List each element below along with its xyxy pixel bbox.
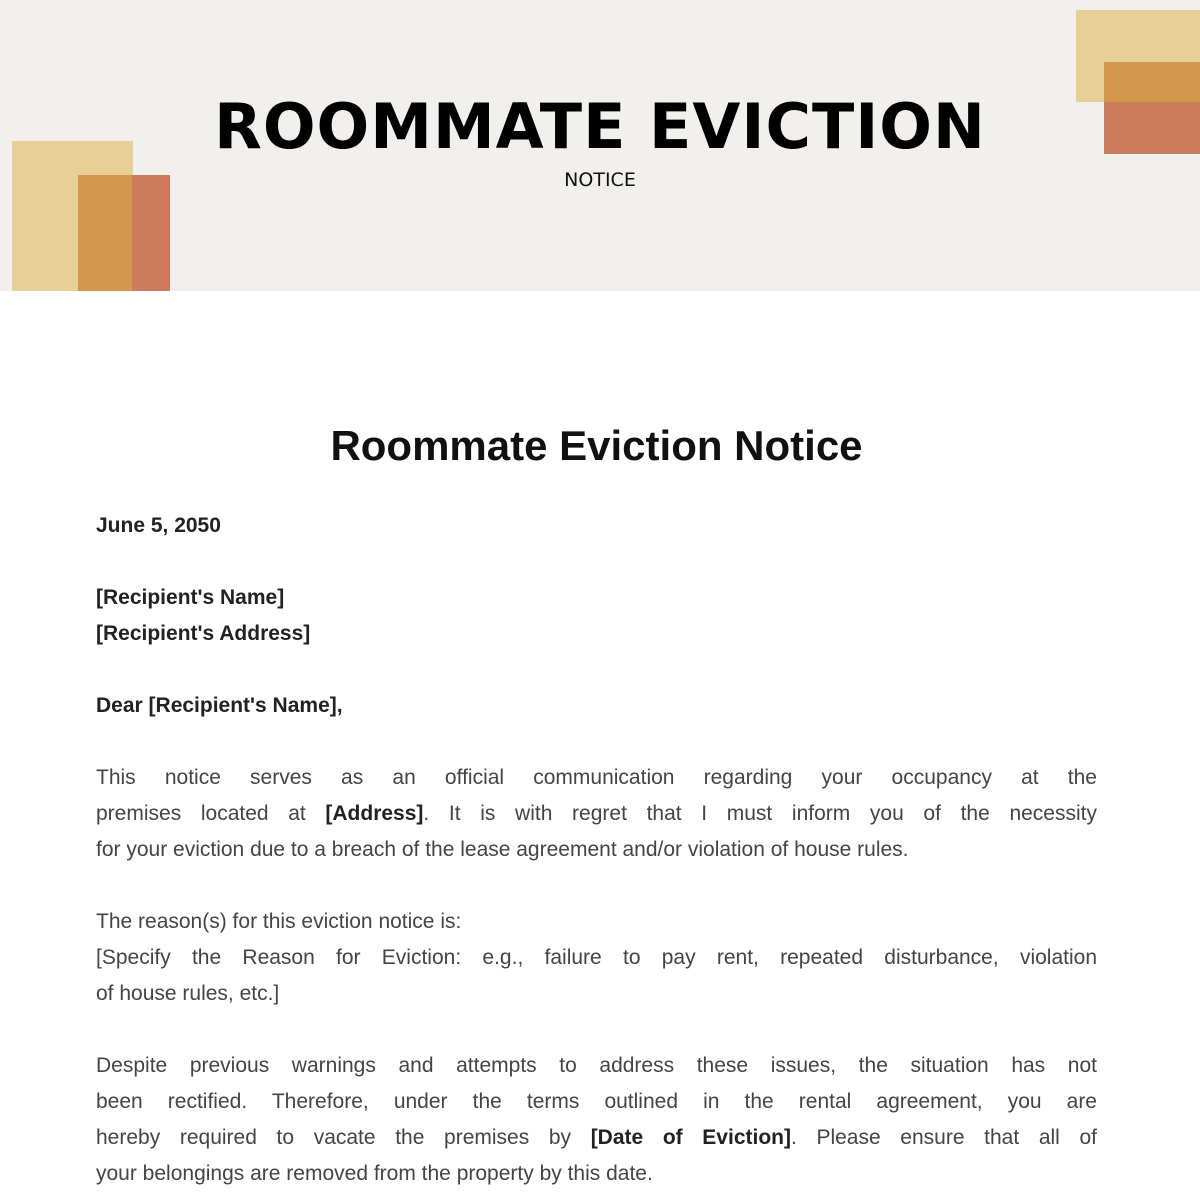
- paragraph-line: The reason(s) for this eviction notice is:: [96, 910, 462, 933]
- paragraph-reasons: [96, 904, 1097, 1012]
- paragraph-line: hereby required to vacate the premises by [Date of Eviction]. Please ensure that all of: [96, 1126, 1097, 1149]
- paragraph-line: been rectified. Therefore, under the terms outlined in the rental agreement, you are: [96, 1090, 1097, 1113]
- recipient-name: [Recipient's Name]: [96, 586, 285, 609]
- paragraph-line: premises located at [Address]. It is with regret that I must inform you of the necessity: [96, 802, 1097, 825]
- paragraph-line: for your eviction due to a breach of the lease agreement and/or violation of house rules.: [96, 838, 909, 861]
- placeholder-address: [Address]: [325, 802, 424, 825]
- document-body: [96, 420, 1097, 1192]
- decorative-square-orange-left: [78, 175, 132, 291]
- banner-subtitle: NOTICE: [564, 169, 636, 191]
- paragraph-line: of house rules, etc.]: [96, 982, 280, 1005]
- document-title: Roommate Eviction Notice: [330, 422, 863, 469]
- decorative-square-terracotta-left: [132, 175, 170, 291]
- banner-title: ROOMMATE EVICTION: [214, 90, 986, 163]
- paragraph-line: This notice serves as an official communication regarding your occupancy at the: [96, 766, 1097, 789]
- placeholder-eviction-date: [Date of Eviction]: [590, 1126, 791, 1149]
- salutation: Dear [Recipient's Name],: [96, 694, 343, 717]
- paragraph-line: [Specify the Reason for Eviction: e.g., failure to pay rent, repeated disturbance, violation: [96, 946, 1097, 969]
- recipient-address: [Recipient's Address]: [96, 622, 311, 645]
- paragraph-line: your belongings are removed from the property by this date.: [96, 1162, 653, 1185]
- date: June 5, 2050: [96, 514, 221, 537]
- header-banner: [0, 0, 1200, 291]
- paragraph-notice: [96, 760, 1097, 868]
- paragraph-vacate: [96, 1048, 1097, 1192]
- paragraph-line: Despite previous warnings and attempts to address these issues, the situation has not: [96, 1054, 1097, 1077]
